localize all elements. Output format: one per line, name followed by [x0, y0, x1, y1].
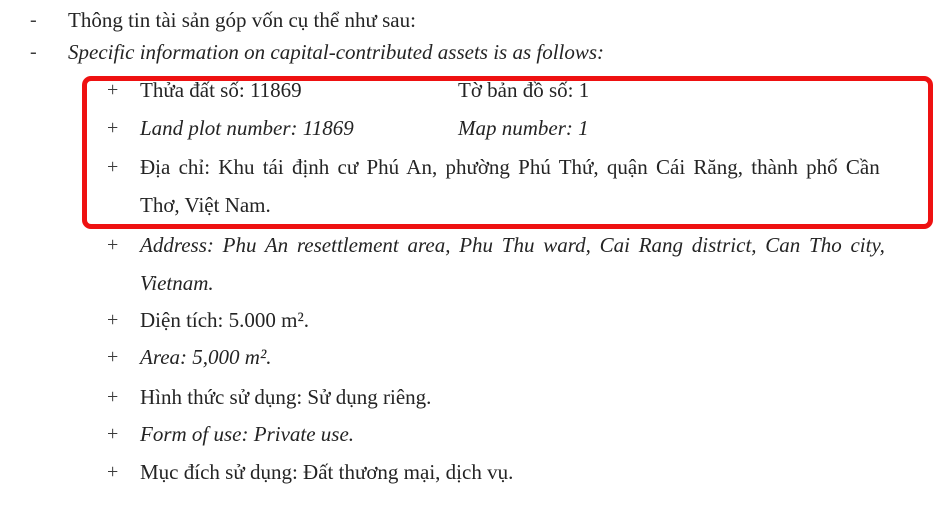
plus-bullet: +: [107, 386, 119, 408]
line-text: Vietnam.: [140, 271, 214, 295]
line-form-of-use-vi: [107, 378, 432, 416]
line-text: Mục đích sử dụng: Đất thương mại, dịch vụ.: [140, 460, 514, 484]
line-intro-en: [30, 33, 605, 71]
plus-bullet: +: [107, 423, 119, 445]
plus-bullet: +: [107, 346, 119, 368]
line-address-en-1: [107, 226, 885, 264]
line-text: Form of use: Private use.: [140, 422, 355, 446]
plus-bullet: +: [107, 156, 119, 178]
line-address-vi-2: [140, 186, 271, 224]
line-address-en-2: [140, 264, 214, 302]
line-text: Thông tin tài sản góp vốn cụ thể như sau:: [68, 8, 416, 32]
line-text: Địa chỉ: Khu tái định cư Phú An, phường Phú Thứ, quận Cái Răng, thành phố Cần: [140, 155, 880, 179]
plus-bullet: +: [107, 461, 119, 483]
line-form-of-use-en: [107, 415, 355, 453]
line-text: Specific information on capital-contributed assets is as follows:: [68, 40, 605, 64]
line-text: Thơ, Việt Nam.: [140, 193, 271, 217]
map-number-en: Map number: 1: [458, 116, 589, 140]
line-text: Diện tích: 5.000 m².: [140, 308, 310, 332]
plus-bullet: +: [107, 117, 119, 139]
line-land-plot-en: [107, 109, 589, 147]
plus-bullet: +: [107, 79, 119, 101]
line-text: Thửa đất số: 11869: [140, 78, 302, 102]
line-text: Address: Phu An resettlement area, Phu Thu ward, Cai Rang district, Can Tho city,: [140, 233, 885, 257]
line-land-plot-vi: [107, 71, 590, 109]
line-text: Hình thức sử dụng: Sử dụng riêng.: [140, 385, 432, 409]
line-text: Land plot number: 11869: [140, 116, 354, 140]
dash-bullet: -: [30, 41, 37, 63]
plus-bullet: +: [107, 234, 119, 256]
plus-bullet: +: [107, 309, 119, 331]
line-text: Area: 5,000 m².: [140, 345, 272, 369]
line-purpose-of-use-vi: [107, 453, 514, 491]
line-area-vi: [107, 301, 310, 339]
line-address-vi-1: [107, 148, 880, 186]
line-area-en: [107, 338, 272, 376]
dash-bullet: -: [30, 9, 37, 31]
map-number-vi: Tờ bản đồ số: 1: [458, 78, 590, 102]
